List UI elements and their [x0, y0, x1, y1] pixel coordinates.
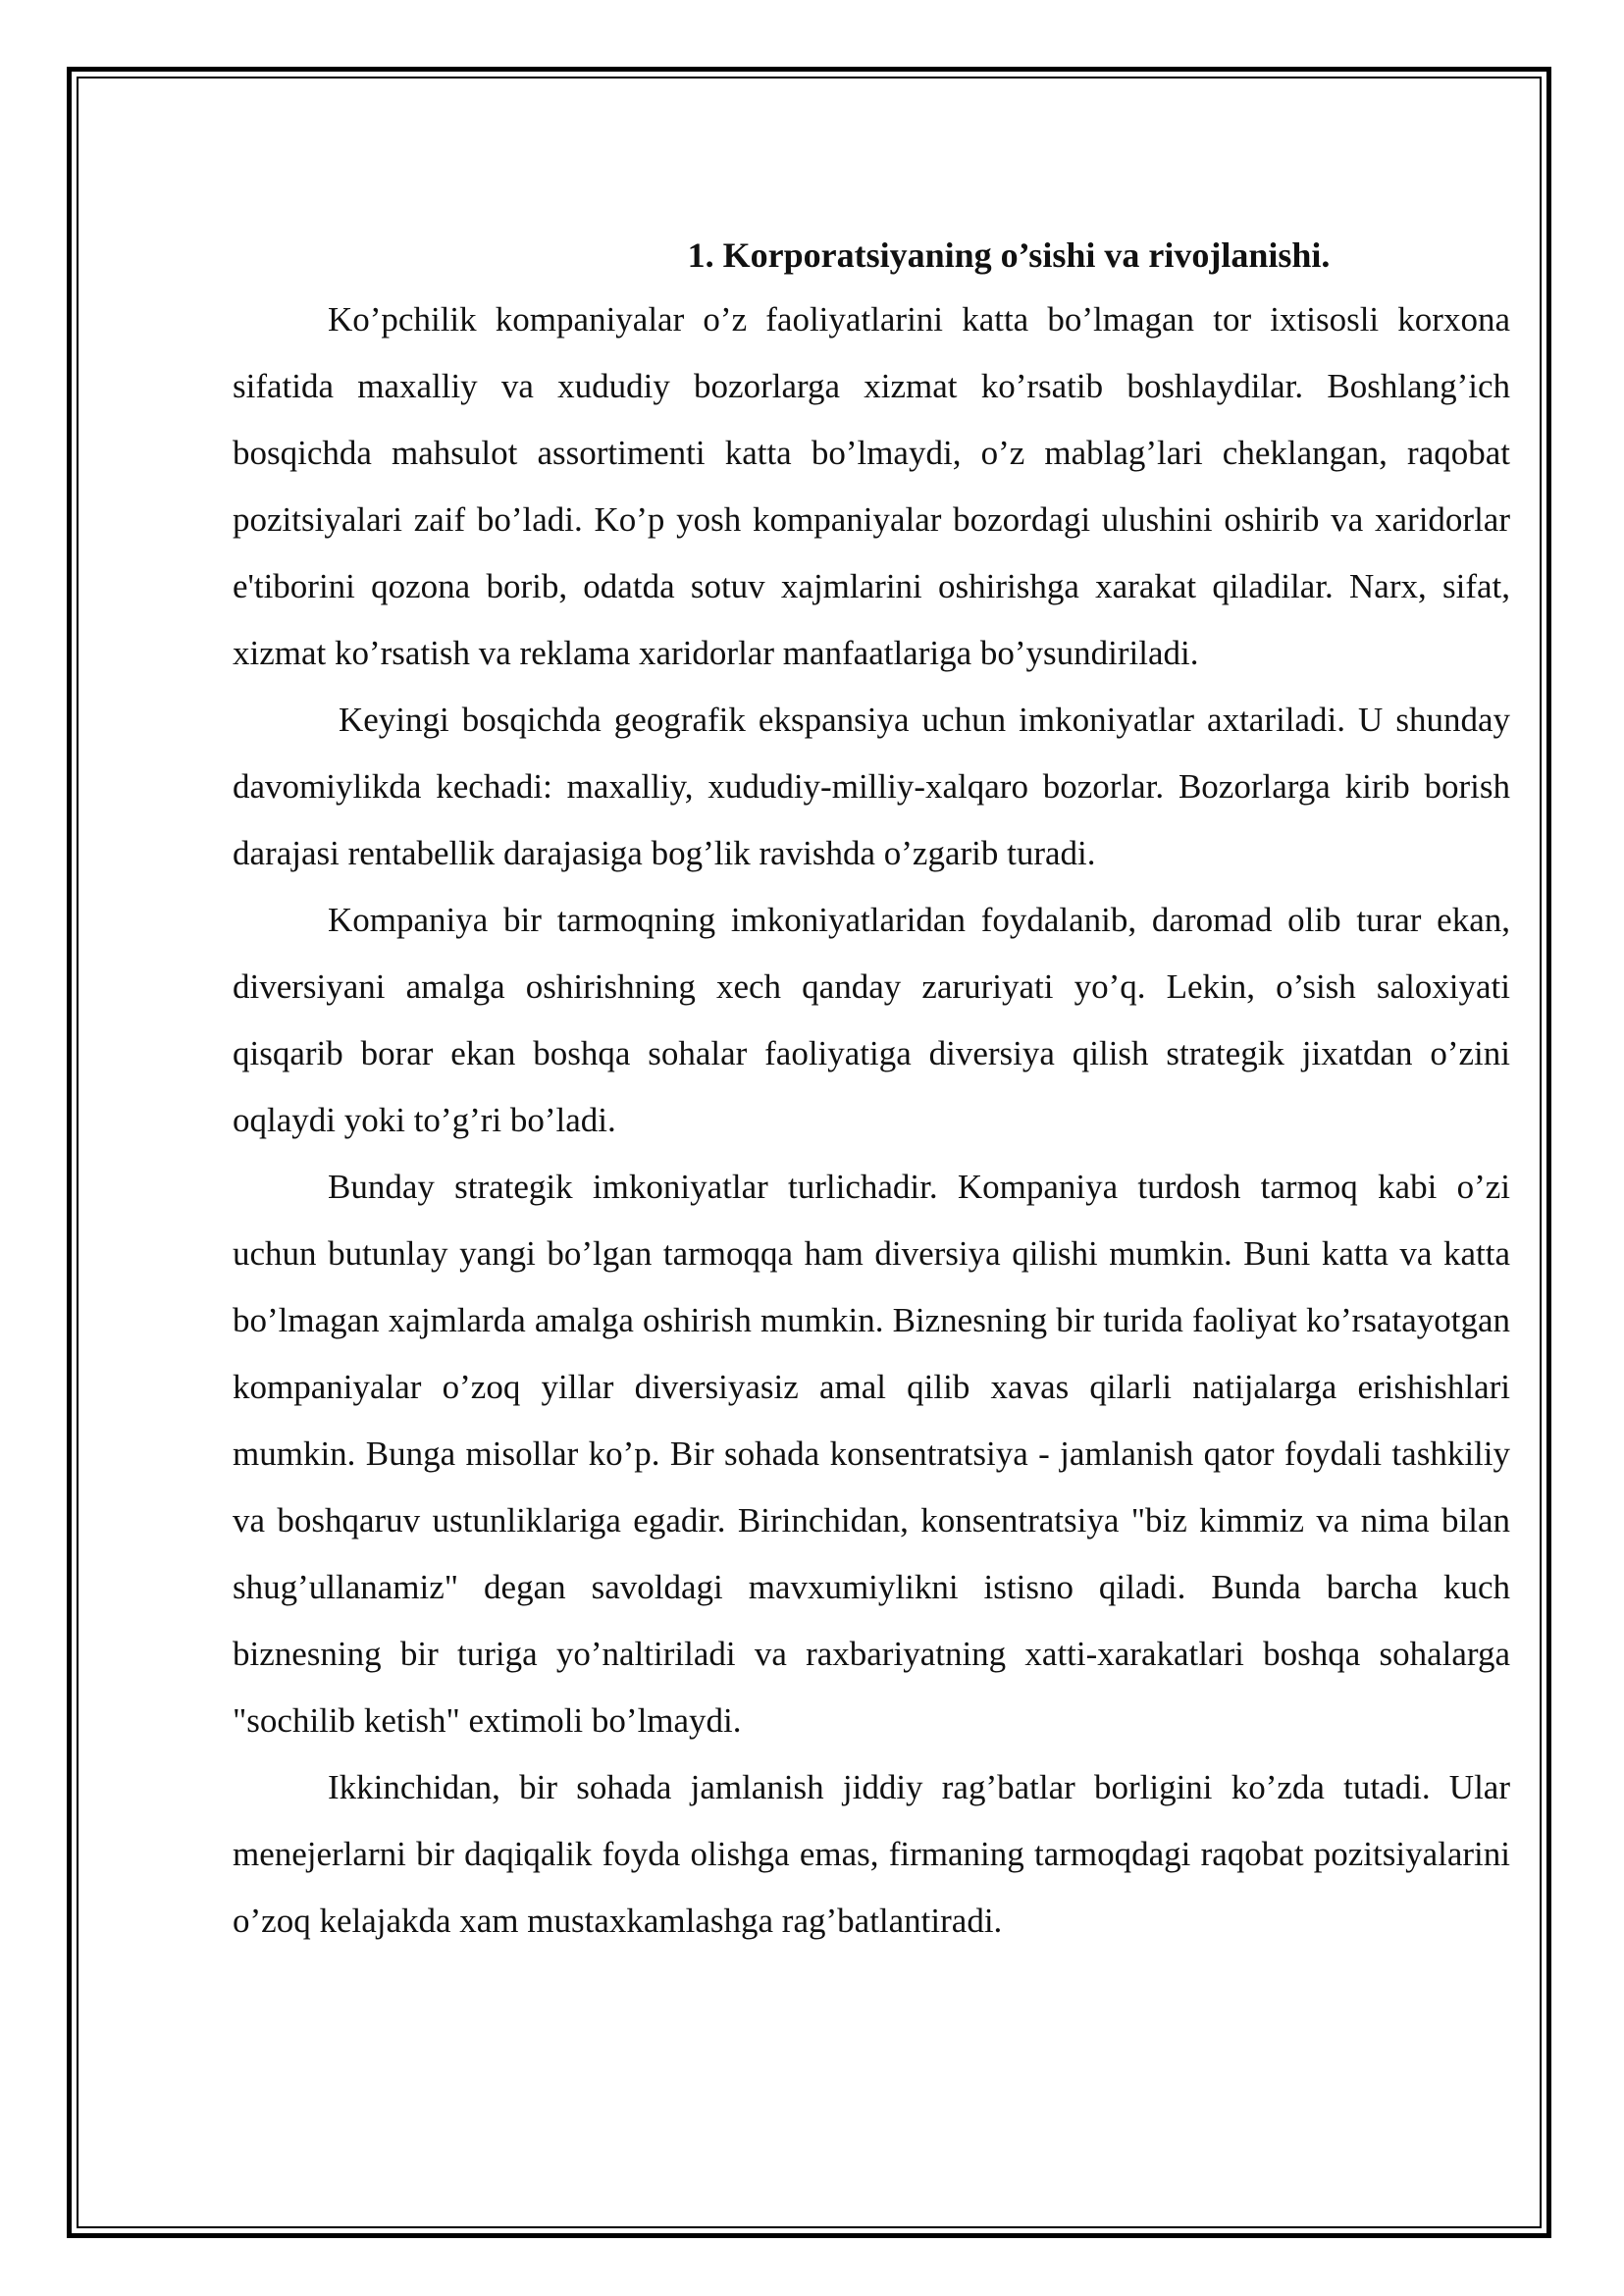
- section-title: 1. Korporatsiyaning o’sishi va rivojlanishi.: [687, 235, 1331, 275]
- paragraph-1: Ko’pchilik kompaniyalar o’z faoliyatlarini katta bo’lmagan tor ixtisosli korxona sifatida maxalliy va xududiy bozorlarga xizmat ko’rsatib boshlaydilar. Boshlang’ich bosqichda mahsulot assortimenti katta bo’lmaydi, o’z mablag’lari cheklangan, raqobat pozitsiyalari zaif bo’ladi. Ko’p yosh kompaniyalar bozordagi ulushini oshirib va xaridorlar e'tiborini qozona borib, odatda sotuv xajmlarini oshirishga xarakat qiladilar. Narx, sifat, xizmat ko’rsatish va reklama xaridorlar manfaatlariga bo’ysundiriladi.: [233, 300, 1510, 672]
- paragraph-4: Bunday strategik imkoniyatlar turlichadir. Kompaniya turdosh tarmoq kabi o’zi uchun butunlay yangi bo’lgan tarmoqqa ham diversiya qilishi mumkin. Buni katta va katta bo’lmagan xajmlarda amalga oshirish mumkin. Biznesning bir turida faoliyat ko’rsatayotgan kompaniyalar o’zoq yillar diversiyasiz amal qilib xavas qilarli natijalarga erishishlari mumkin. Bunga misollar ko’p. Bir sohada konsentratsiya - jamlanish qator foydali tashkiliy va boshqaruv ustunliklariga egadir. Birinchidan, konsentratsiya "biz kimmiz va nima bilan shug’ullanamiz" degan savoldagi mavxumiylikni istisno qiladi. Bunda barcha kuch biznesning bir turiga yo’naltiriladi va raxbariyatning xatti-xarakatlari boshqa sohalarga "sochilib ketish" extimoli bo’lmaydi.: [233, 1168, 1510, 1740]
- document-body: [233, 224, 1510, 1955]
- paragraph-3: Kompaniya bir tarmoqning imkoniyatlaridan foydalanib, daromad olib turar ekan, diversiyani amalga oshirishning xech qanday zaruriyati yo’q. Lekin, o’sish saloxiyati qisqarib borar ekan boshqa sohalar faoliyatiga diversiya qilish strategik jixatdan o’zini oqlaydi yoki to’g’ri bo’ladi.: [233, 901, 1510, 1139]
- paragraph-2: Keyingi bosqichda geografik ekspansiya uchun imkoniyatlar axtariladi. U shunday davomiylikda kechadi: maxalliy, xududiy-milliy-xalqaro bozorlar. Bozorlarga kirib borish darajasi rentabellik darajasiga bog’lik ravishda o’zgarib turadi.: [233, 701, 1510, 872]
- paragraph-5: Ikkinchidan, bir sohada jamlanish jiddiy rag’batlar borligini ko’zda tutadi. Ular menejerlarni bir daqiqalik foyda olishga emas, firmaning tarmoqdagi raqobat pozitsiyalarini o’zoq kelajakda xam mustaxkamlashga rag’batlantiradi.: [233, 1768, 1510, 1940]
